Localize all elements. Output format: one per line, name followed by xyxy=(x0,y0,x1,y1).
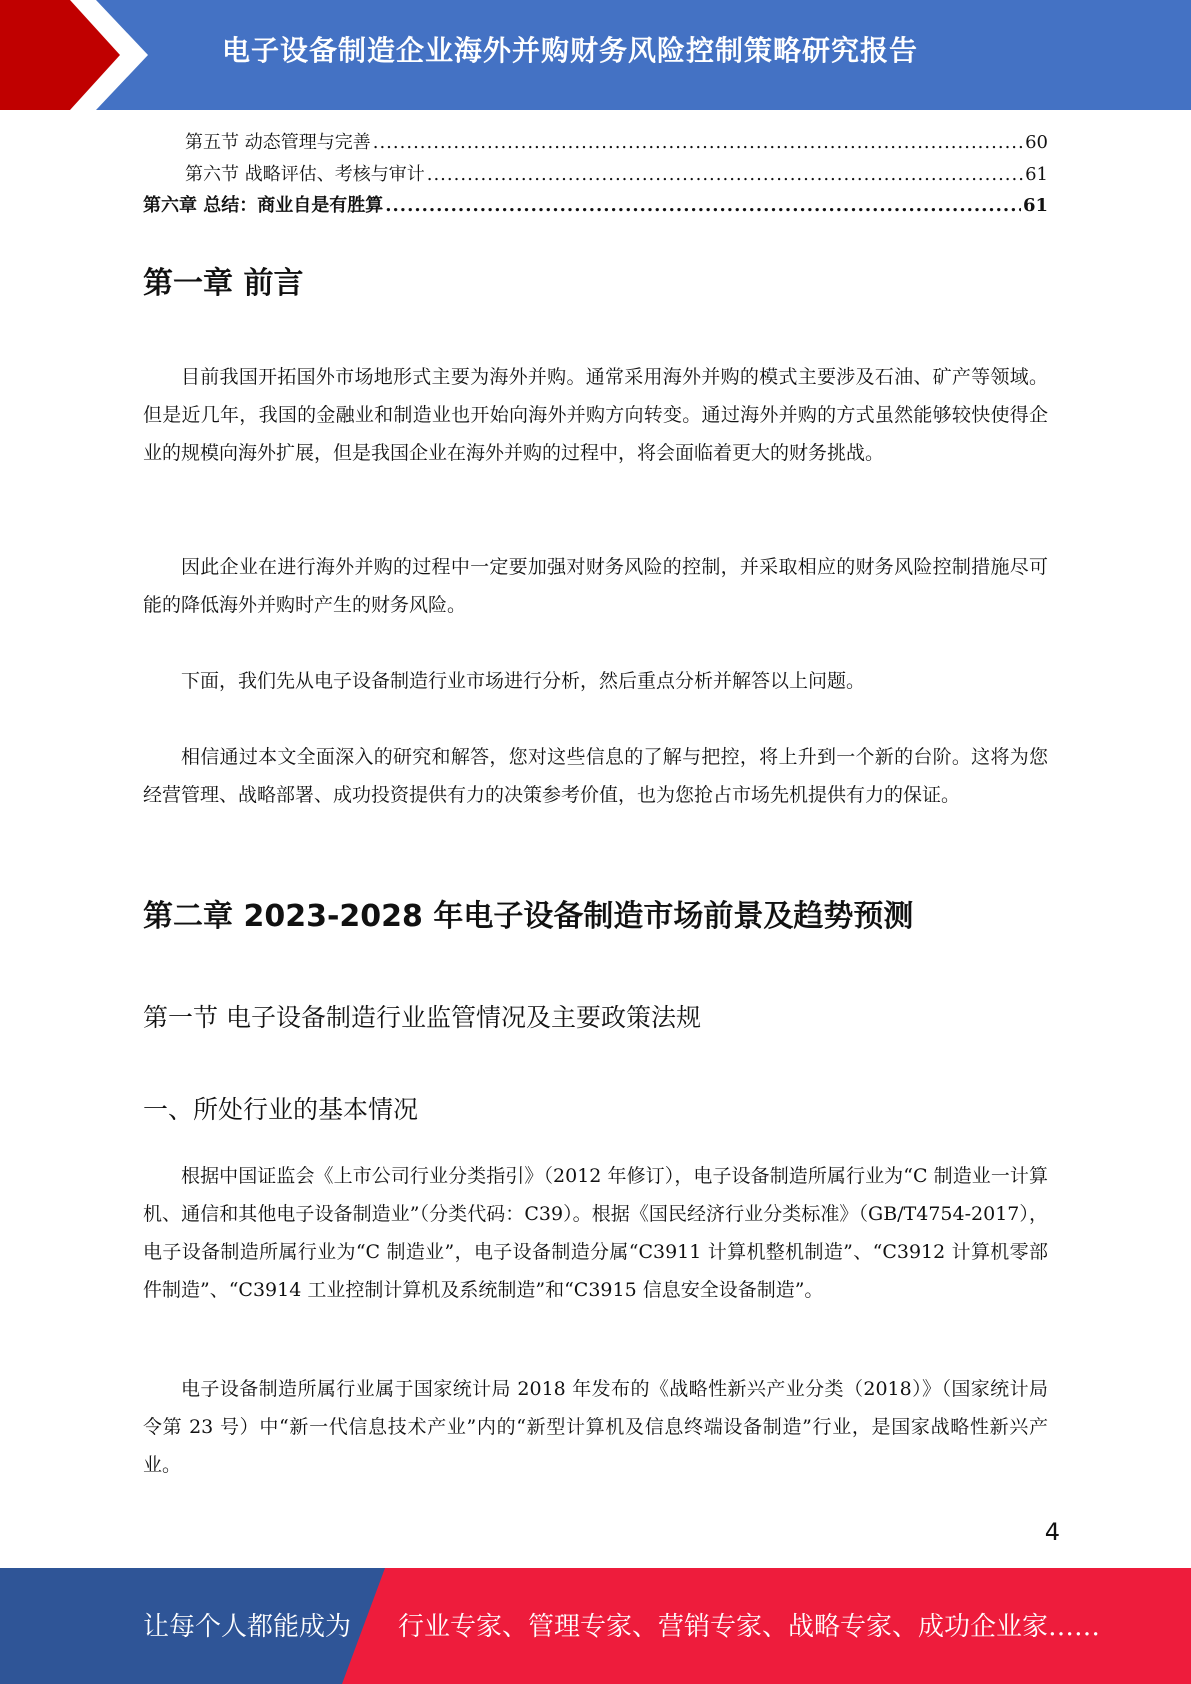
body-paragraph: 相信通过本文全面深入的研究和解答，您对这些信息的了解与把控，将上升到一个新的台阶。这将为您经营管理、战略部署、成功投资提供有力的决策参考价值，也为您抢占市场先机提供有力的保证。 xyxy=(143,746,1048,806)
body-paragraph: 下面，我们先从电子设备制造行业市场进行分析，然后重点分析并解答以上问题。 xyxy=(181,670,866,692)
toc-leader-dots xyxy=(385,193,1021,219)
report-title: 电子设备制造企业海外并购财务风险控制策略研究报告 xyxy=(222,34,919,67)
toc-leader-dots xyxy=(427,162,1023,188)
toc-entry[interactable] xyxy=(143,193,1048,219)
body-paragraph: 目前我国开拓国外市场地形式主要为海外并购。通常采用海外并购的模式主要涉及石油、矿产等领域。但是近几年，我国的金融业和制造业也开始向海外并购方向转变。通过海外并购的方式虽然能够较快使得企业的规模向海外扩展，但是我国企业在海外并购的过程中，将会面临着更大的财务挑战。 xyxy=(143,366,1048,464)
footer-slogan-right: 行业专家、管理专家、营销专家、战略专家、成功企业家…… xyxy=(398,1612,1101,1642)
body-paragraph: 因此企业在进行海外并购的过程中一定要加强对财务风险的控制，并采取相应的财务风险控制措施尽可能的降低海外并购时产生的财务风险。 xyxy=(143,556,1048,616)
body-paragraph: 电子设备制造所属行业属于国家统计局 2018 年发布的《战略性新兴产业分类（2018）》（国家统计局令第 23 号）中“新一代信息技术产业”内的“新型计算机及信息终端设备制造”行业，是国家战略性新兴产业。 xyxy=(143,1378,1048,1476)
footer-slogan-left: 让每个人都能成为 xyxy=(143,1612,352,1642)
toc-entry-label: 第六章 总结：商业自是有胜算 xyxy=(143,195,384,216)
page-number: 4 xyxy=(1044,1518,1060,1546)
toc-entry-label: 第六节 战略评估、考核与审计 xyxy=(185,164,425,185)
toc-leader-dots xyxy=(373,130,1023,156)
toc-entry-page: 61 xyxy=(1022,195,1048,216)
chapter-heading: 第二章 2023-2028 年电子设备制造市场前景及趋势预测 xyxy=(143,899,914,934)
chapter-heading: 第一章 前言 xyxy=(143,266,304,301)
subsection-heading: 一、所处行业的基本情况 xyxy=(143,1095,419,1124)
toc-entry-label: 第五节 动态管理与完善 xyxy=(185,132,371,153)
toc-entry-page: 60 xyxy=(1025,132,1048,153)
section-heading: 第一节 电子设备制造行业监管情况及主要政策法规 xyxy=(143,1003,701,1032)
body-paragraph: 根据中国证监会《上市公司行业分类指引》（2012 年修订），电子设备制造所属行业为“C 制造业一计算机、通信和其他电子设备制造业”（分类代码：C39）。根据《国民经济行业分类标准》（GB/T4754-2017），电子设备制造所属行业为“C 制造业”，电子设备制造分属“C3911 计算机整机制造”、“C3912 计算机零部件制造”、“C3914 工业控制计算机及系统制造”和“C3915 信息安全设备制造”。 xyxy=(143,1165,1048,1301)
page-footer xyxy=(0,1568,1191,1684)
header-chevron-decoration xyxy=(0,0,160,110)
toc-entry[interactable] xyxy=(143,162,1048,188)
page-header xyxy=(0,0,1191,110)
toc-entry-page: 61 xyxy=(1025,164,1048,185)
toc-entry[interactable] xyxy=(143,130,1048,156)
